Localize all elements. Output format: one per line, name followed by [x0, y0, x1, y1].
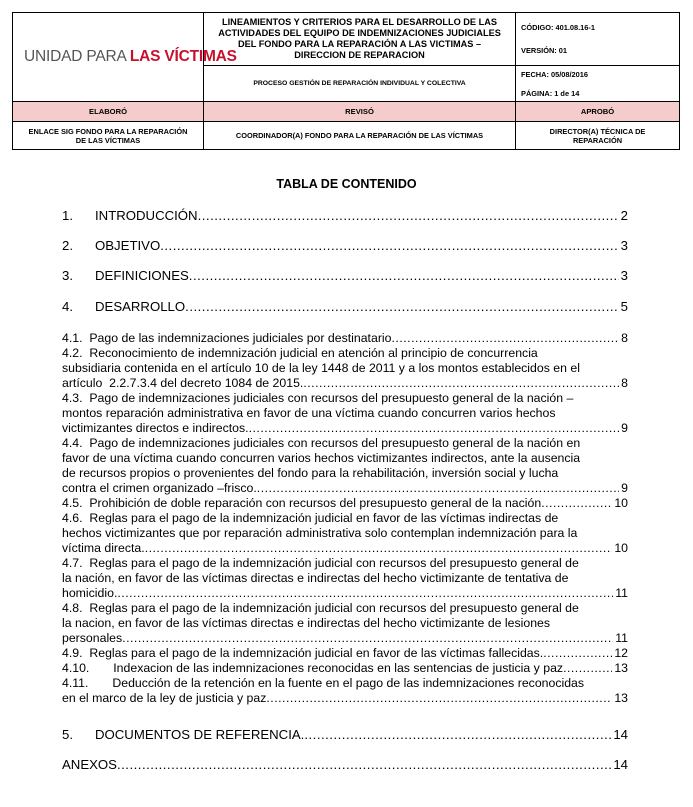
toc-subentry-text: 4.5. Prohibición de doble reparación con recursos del presupuesto general de la nación: [62, 496, 542, 510]
leader-dots: [257, 481, 619, 496]
date-page-cell: [516, 66, 680, 102]
aprobo-person: [516, 122, 680, 150]
document-date: FECHA: 05/08/2016: [521, 69, 588, 79]
reviso-header: REVISÓ: [204, 102, 516, 122]
leader-dots: [563, 661, 612, 676]
leader-dots: [117, 586, 613, 601]
toc-page: 3: [620, 238, 628, 253]
toc-subentry[interactable]: [62, 331, 628, 346]
leader-dots: [185, 299, 619, 314]
leader-dots: [145, 541, 613, 556]
leader-dots: [160, 238, 618, 253]
reviso-person: COORDINADOR(A) FONDO PARA LA REPARACIÓN DE LAS VÍCTIMAS: [204, 122, 516, 150]
toc-subentry-text: 4.2. Reconocimiento de indemnización judicial en atención al principio de concurrencia: [62, 346, 538, 360]
toc-subentry-text: 4.3. Pago de indemnizaciones judiciales con recursos del presupuesto general de la nación –: [62, 391, 574, 405]
elaboro-person: [13, 122, 204, 150]
toc-subentry[interactable]: [62, 436, 628, 496]
toc-subentry-text: contra el crimen organizado –frisco.: [62, 481, 257, 495]
toc-subsections: [62, 331, 628, 706]
toc-subentry-text: favor de una víctima cuando concurren varios hechos victimizantes indirectos, ante la ausencia: [62, 451, 581, 465]
leader-dots: [122, 631, 613, 646]
toc-subentry-text: 4.10. Indexacion de las indemnizaciones reconocidas en las sentencias de justicia y paz: [62, 661, 564, 675]
toc-subentry-text: víctima directa.: [62, 541, 145, 555]
toc-subentry-text: 4.6. Reglas para el pago de la indemnización judicial en favor de las víctimas indirectas de: [62, 511, 559, 525]
toc-subentry-text: victimizantes directos e indirectos.: [62, 421, 249, 435]
title-line: DEL FONDO PARA LA REPARACIÓN A LAS VICTIMAS –: [237, 39, 482, 49]
logo-text-light: UNIDAD PARA: [24, 48, 130, 65]
toc-subentry-text: la nacion, en favor de las víctimas directas e indirectas del hecho victimizante de lesiones: [62, 616, 551, 630]
toc-title: TABLA DE CONTENIDO: [276, 177, 417, 191]
toc-entry[interactable]: [62, 268, 628, 283]
toc-subentry[interactable]: [62, 346, 628, 391]
toc-subentry-text: homicidio.: [62, 586, 118, 600]
toc-subentry-text: 4.1. Pago de las indemnizaciones judiciales por destinatario: [62, 331, 392, 345]
toc-subentry[interactable]: [62, 556, 628, 601]
toc-text: DESARROLLO: [95, 299, 186, 314]
toc-subentry-text: de recursos propios o provenientes del fondo para la rehabilitación, inversión social y lucha: [62, 466, 559, 480]
person-line: ENLACE SIG FONDO PARA LA REPARACIÓN: [28, 126, 188, 136]
toc-subentry[interactable]: [62, 601, 628, 646]
toc-subentry[interactable]: [62, 676, 628, 706]
toc-number: 2.: [62, 238, 73, 253]
toc-subentry-text: 4.7. Reglas para el pago de la indemnización judicial con recursos del presupuesto general de: [62, 556, 579, 570]
aprobo-header: APROBÓ: [516, 102, 680, 122]
toc-entry[interactable]: [62, 727, 628, 742]
toc-page: 14: [613, 757, 628, 772]
toc-page: 11: [615, 586, 628, 600]
toc-subentry[interactable]: [62, 496, 628, 511]
toc-text: OBJETIVO: [95, 238, 161, 253]
toc-page: 9: [621, 421, 628, 435]
document-version: VERSIÓN: 01: [521, 46, 568, 55]
title-line: ACTIVIDADES DEL EQUIPO DE INDEMNIZACIONES JUDICIALES: [218, 28, 501, 38]
toc-page: 10: [614, 541, 628, 555]
toc-subentry[interactable]: [62, 661, 628, 676]
toc-page: 11: [615, 631, 628, 645]
toc-subentry-text: artículo 2.2.7.3.4 del decreto 1084 de 2015.: [62, 376, 304, 390]
toc-number: 3.: [62, 268, 73, 283]
toc-subentry-text: 4.4. Pago de indemnizaciones judiciales con recursos del presupuesto general de la nación en: [62, 436, 581, 450]
toc-subentry-text: hechos victimizantes que por reparación administrativa solo contemplan indemnización para la: [62, 526, 578, 540]
leader-dots: [249, 421, 620, 436]
toc-page: 13: [614, 691, 628, 705]
toc-subentry-text: subsidiaria contenida en el artículo 10 de la ley 1448 de 2011 y a los montos establecidos en el: [62, 361, 580, 375]
leader-dots: [541, 496, 612, 511]
toc-subentry-text: 4.11. Deducción de la retención en la fuente en el pago de las indemnizaciones reconocidas: [62, 676, 585, 690]
document-code: CÓDIGO: 401.08.16-1: [521, 23, 595, 32]
toc-page: 14: [613, 727, 628, 742]
toc-subentry-text: 4.9. Reglas para el pago de la indemnización judicial en favor de las víctimas fallecidas.: [62, 646, 544, 660]
toc-page: 10: [614, 496, 628, 510]
toc-page: 12: [614, 646, 628, 660]
person-line: DE LAS VÍCTIMAS: [75, 135, 141, 145]
document-title: [204, 13, 516, 66]
toc-subentry[interactable]: [62, 511, 628, 556]
toc-subentry-text: en el marco de la ley de justicia y paz: [62, 691, 267, 705]
toc-text: DEFINICIONES: [95, 268, 189, 283]
toc-subentry-text: la nación, en favor de las víctimas directas e indirectas del hecho victimizante de tentativa de: [62, 571, 569, 585]
toc-text: ANEXOS: [62, 757, 117, 772]
toc-subentry[interactable]: [62, 646, 628, 661]
leader-dots: [117, 757, 611, 772]
toc-entry[interactable]: [62, 757, 628, 772]
leader-dots: [198, 208, 619, 223]
unidad-victimas-logo: [13, 45, 237, 69]
toc-subentry-text: montos reparación administrativa en favor de una víctima cuando concurren varios hechos: [62, 406, 556, 420]
toc-page: 3: [620, 268, 628, 283]
toc-page: 13: [614, 661, 628, 675]
logo-cell: [13, 13, 237, 102]
toc-subentry-text: 4.8. Reglas para el pago de la indemnización judicial con recursos del presupuesto general de: [62, 601, 579, 615]
toc-entry[interactable]: [62, 238, 628, 253]
toc-text: DOCUMENTOS DE REFERENCIA.: [95, 727, 305, 742]
toc-subentry-text: personales: [62, 631, 123, 645]
leader-dots: [391, 331, 619, 346]
leader-dots: [266, 691, 612, 706]
leader-dots: [304, 727, 611, 742]
logo-text-bold: LAS VÍCTIMAS: [129, 48, 237, 65]
toc-text: INTRODUCCIÓN: [95, 208, 198, 223]
title-line: DIRECCION DE REPARACION: [294, 50, 425, 60]
process-name: PROCESO GESTIÓN DE REPARACIÓN INDIVIDUAL Y COLECTIVA: [204, 66, 516, 102]
toc-entry[interactable]: [62, 208, 628, 223]
toc-page: 8: [621, 376, 628, 390]
document-page: PÁGINA: 1 de 14: [521, 88, 580, 98]
elaboro-header: ELABORÓ: [13, 102, 204, 122]
toc-number: 5.: [62, 727, 73, 742]
title-line: LINEAMIENTOS Y CRITERIOS PARA EL DESARROLLO DE LAS: [222, 17, 497, 27]
person-line: REPARACIÓN: [572, 135, 623, 145]
toc-page: 9: [621, 481, 628, 495]
document-header-table: [12, 12, 680, 150]
toc-subentry[interactable]: [62, 391, 628, 436]
code-version-cell: [516, 13, 680, 66]
leader-dots: [303, 376, 619, 391]
leader-dots: [543, 646, 612, 661]
leader-dots: [189, 268, 619, 283]
toc-number: 1.: [62, 208, 73, 223]
person-line: DIRECTOR(A) TÉCNICA DE: [549, 126, 646, 136]
toc-page: 2: [620, 208, 628, 223]
toc-entry[interactable]: [62, 299, 628, 314]
toc-page: 8: [621, 331, 628, 345]
toc-number: 4.: [62, 299, 73, 314]
toc-page: 5: [620, 299, 628, 314]
